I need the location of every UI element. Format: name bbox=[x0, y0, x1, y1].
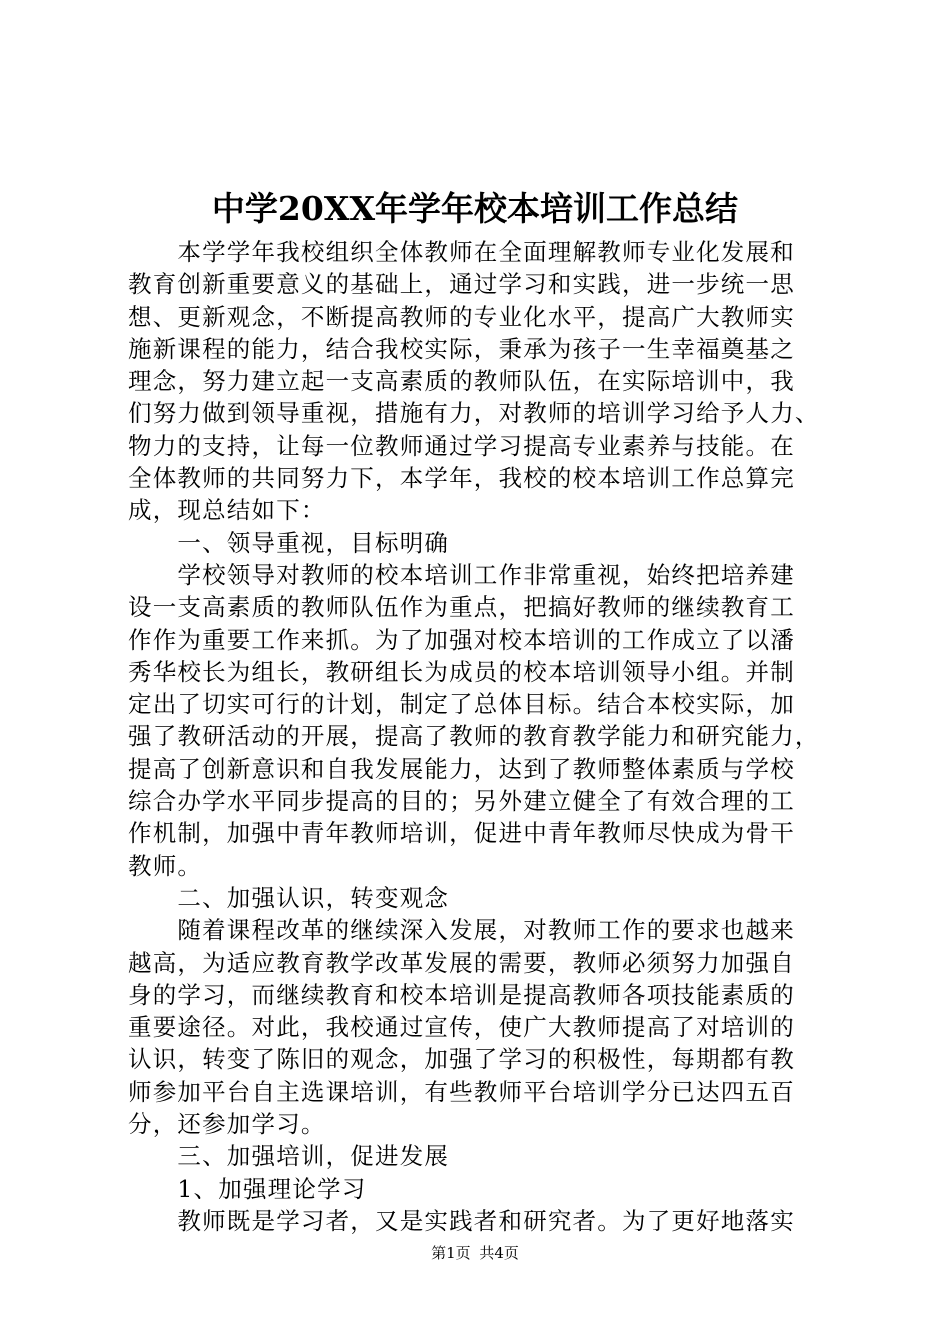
section-heading: 三、加强培训，促进发展 bbox=[128, 1142, 450, 1171]
body-line: 理念，努力建立起一支高素质的教师队伍，在实际培训中，我 bbox=[128, 367, 795, 396]
page-footer bbox=[0, 1243, 950, 1263]
body-line: 认识，转变了陈旧的观念，加强了学习的积极性，每期都有教 bbox=[128, 1045, 795, 1074]
body-line: 随着课程改革的继续深入发展，对教师工作的要求也越来 bbox=[128, 916, 795, 945]
body-line: 越高，为适应教育教学改革发展的需要，教师必须努力加强自 bbox=[128, 948, 795, 977]
body-line: 全体教师的共同努力下，本学年，我校的校本培训工作总算完 bbox=[128, 464, 795, 493]
body-line: 定出了切实可行的计划，制定了总体目标。结合本校实际，加 bbox=[128, 690, 795, 719]
body-line: 提高了创新意识和自我发展能力，达到了教师整体素质与学校 bbox=[128, 754, 795, 783]
body-line: 秀华校长为组长，教研组长为成员的校本培训领导小组。并制 bbox=[128, 657, 795, 686]
document-body bbox=[128, 236, 828, 1237]
body-line: 师参加平台自主选课培训，有些教师平台培训学分已达四五百 bbox=[128, 1077, 795, 1106]
body-line: 分，还参加学习。 bbox=[128, 1110, 326, 1139]
body-line: 作作为重要工作来抓。为了加强对校本培训的工作成立了以潘 bbox=[128, 625, 795, 654]
body-line: 教育创新重要意义的基础上，通过学习和实践，进一步统一思 bbox=[128, 270, 795, 299]
body-line: 本学学年我校组织全体教师在全面理解教师专业化发展和 bbox=[128, 238, 795, 266]
section-heading: 二、加强认识，转变观念 bbox=[128, 883, 450, 912]
body-line: 们努力做到领导重视，措施有力，对教师的培训学习给予人力、 bbox=[128, 399, 820, 428]
document-title: 中学20XX年学年校本培训工作总结 bbox=[211, 189, 739, 228]
body-line: 综合办学水平同步提高的目的；另外建立健全了有效合理的工 bbox=[128, 787, 795, 816]
body-line: 物力的支持，让每一位教师通过学习提高专业素养与技能。在 bbox=[128, 431, 795, 460]
page-number: 第1页 bbox=[431, 1244, 471, 1262]
page-total: 共4页 bbox=[479, 1244, 519, 1262]
section-heading: 一、领导重视，目标明确 bbox=[128, 528, 450, 557]
body-line: 作机制，加强中青年教师培训，促进中青年教师尽快成为骨干 bbox=[128, 819, 795, 848]
body-line: 教师。 bbox=[128, 851, 203, 880]
body-line: 强了教研活动的开展，提高了教师的教育教学能力和研究能力， bbox=[128, 722, 820, 751]
subsection-heading: 1、加强理论学习 bbox=[128, 1174, 367, 1203]
body-line: 施新课程的能力，结合我校实际，秉承为孩子一生幸福奠基之 bbox=[128, 334, 795, 363]
body-line: 身的学习，而继续教育和校本培训是提高教师各项技能素质的 bbox=[128, 980, 795, 1009]
body-line: 成，现总结如下： bbox=[128, 496, 326, 525]
body-line: 设一支高素质的教师队伍作为重点，把搞好教师的继续教育工 bbox=[128, 593, 795, 622]
body-line: 教师既是学习者，又是实践者和研究者。为了更好地落实 bbox=[128, 1206, 795, 1235]
body-line: 重要途径。对此，我校通过宣传，使广大教师提高了对培训的 bbox=[128, 1013, 795, 1042]
body-line: 想、更新观念，不断提高教师的专业化水平，提高广大教师实 bbox=[128, 302, 795, 331]
body-line: 学校领导对教师的校本培训工作非常重视，始终把培养建 bbox=[128, 560, 795, 589]
